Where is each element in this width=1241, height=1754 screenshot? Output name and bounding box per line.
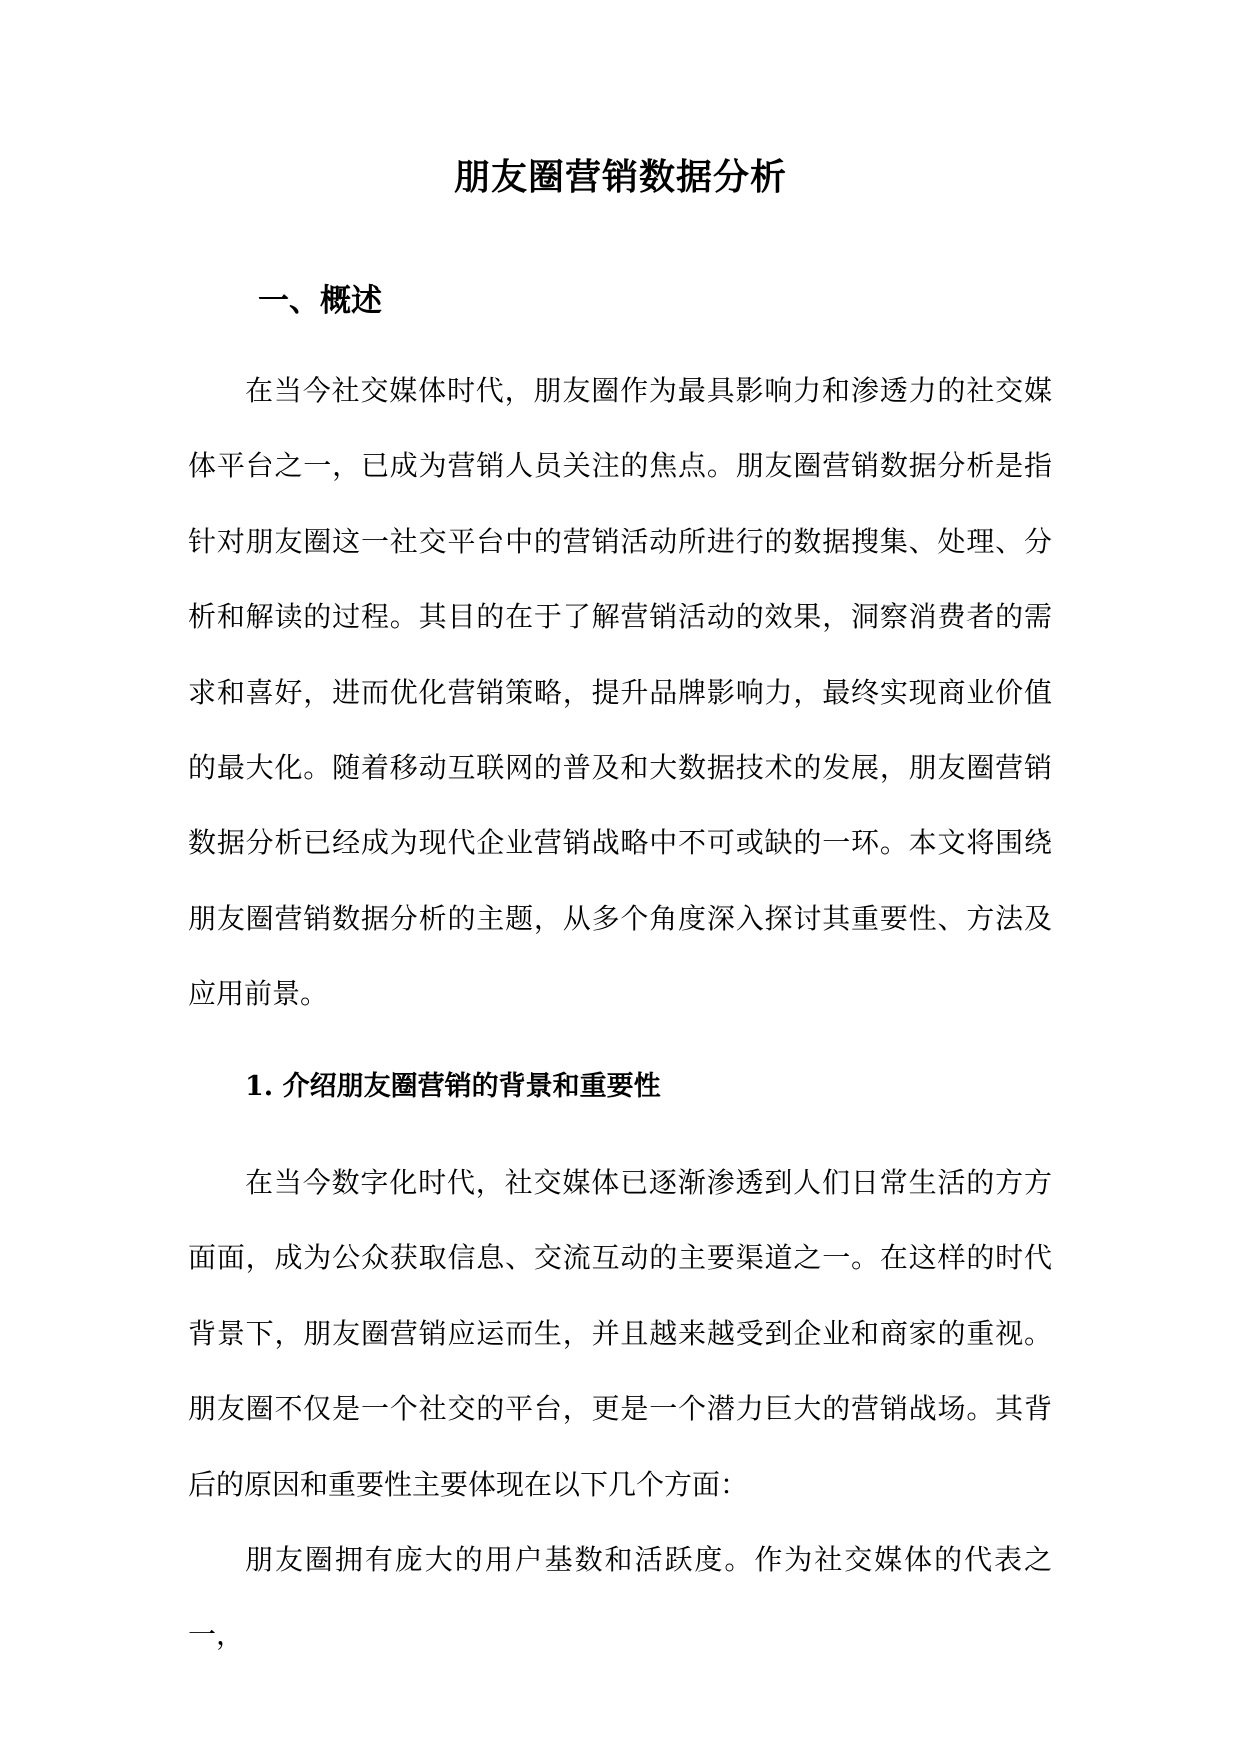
document-title: 朋友圈营销数据分析	[453, 156, 787, 198]
section-heading-overview: 一、概述	[258, 283, 382, 319]
subsection-heading-background: 1. 介绍朋友圈营销的背景和重要性	[245, 1071, 661, 1102]
user-base-paragraph: 朋友圈拥有庞大的用户基数和活跃度。作为社交媒体的代表之一，	[188, 1543, 1052, 1652]
background-paragraph: 在当今数字化时代，社交媒体已逐渐渗透到人们日常生活的方方面面，成为公众获取信息、交流互动的主要渠道之一。在这样的时代背景下，朋友圈营销应运而生，并且越来越受到企业和商家的重视。朋友圈不仅是一个社交的平台，更是一个潜力巨大的营销战场。其背后的原因和重要性主要体现在以下几个方面：	[188, 1166, 1052, 1501]
overview-paragraph: 在当今社交媒体时代，朋友圈作为最具影响力和渗透力的社交媒体平台之一，已成为营销人员关注的焦点。朋友圈营销数据分析是指针对朋友圈这一社交平台中的营销活动所进行的数据搜集、处理、分析和解读的过程。其目的在于了解营销活动的效果，洞察消费者的需求和喜好，进而优化营销策略，提升品牌影响力，最终实现商业价值的最大化。随着移动互联网的普及和大数据技术的发展，朋友圈营销数据分析已经成为现代企业营销战略中不可或缺的一环。本文将围绕朋友圈营销数据分析的主题，从多个角度深入探讨其重要性、方法及应用前景。	[188, 374, 1052, 1011]
